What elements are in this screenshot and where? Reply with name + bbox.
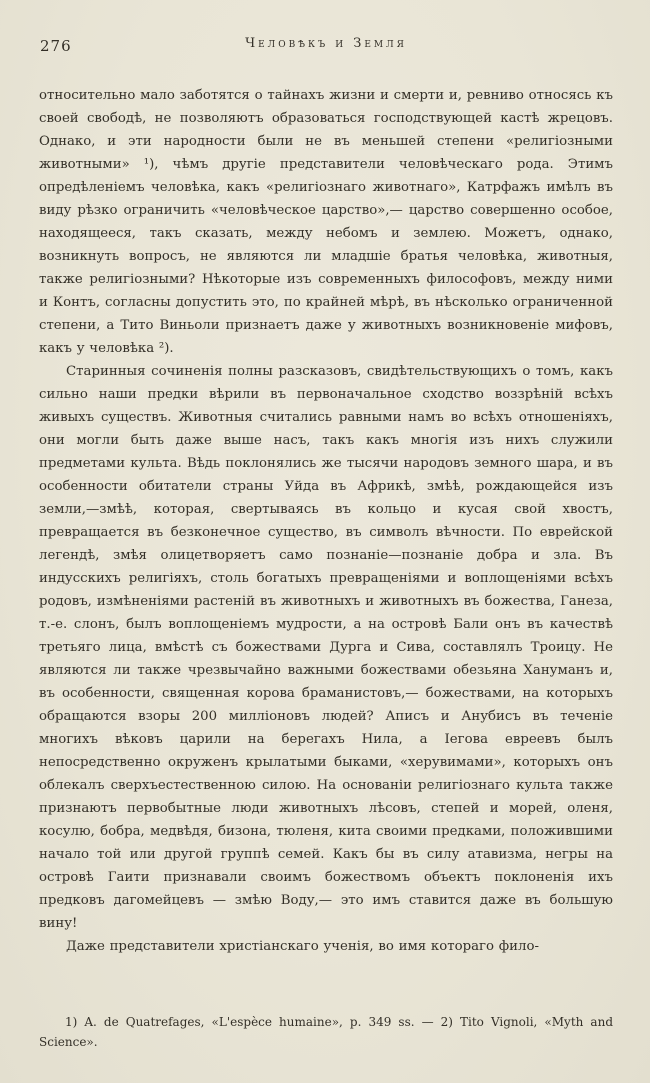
body-paragraph: относительно мало заботятся о тайнахъ жизни и смерти и, ревниво относясь къ своей свободѣ, не позволяютъ образоваться господствующей кастѣ жрецовъ. Однако, и эти народности были не въ меньшей степени «религіозными животными» ¹), чѣмъ другіе представители человѣческаго рода. Этимъ опредѣленіемъ человѣка, какъ «религіознаго животнаго», Катрфажъ имѣлъ въ виду рѣзко ограничить «человѣческое царство»,— царство совершенно особое, находящееся, такъ сказать, между небомъ и землею. Можетъ, однако, возникнуть вопросъ, не являются ли младшіе братья человѣка, животныя, также религіозными? Нѣкоторые изъ современныхъ философовъ, между ними и Контъ, согласны допустить это, по крайней мѣрѣ, въ нѣсколько ограниченной степени, а Тито Виньоли признаетъ даже у животныхъ возникновеніе мифовъ, какъ у человѣка ²). [39, 88, 613, 356]
page-header [39, 36, 613, 58]
running-title: Человѣкъ и Земля [245, 36, 407, 51]
footnote-text: 1) A. de Quatrefages, «L'espèce humaine», p. 349 ss. — 2) Tito Vignoli, «Myth and Science». [39, 1015, 613, 1049]
footnote-section [39, 1012, 613, 1052]
body-paragraph: Даже представители христіанскаго ученія, во имя котораго фило- [66, 939, 539, 954]
page-number: 276 [40, 37, 72, 55]
body-paragraph: Старинныя сочиненія полны разсказовъ, свидѣтельствующихъ о томъ, какъ сильно наши предки вѣрили въ первоначальное сходство воззрѣній всѣхъ живыхъ существъ. Животныя считались равными намъ во всѣхъ отношеніяхъ, они могли быть даже выше насъ, такъ какъ многія изъ нихъ служили предметами культа. Вѣдь поклонялись же тысячи народовъ земного шара, и въ особенности обитатели страны Уйда въ Африкѣ, змѣѣ, рождающейся изъ земли,—змѣѣ, которая, свертываясь въ кольцо и кусая свой хвостъ, превращается въ безконечное существо, въ символъ вѣчности. По еврейской легендѣ, змѣя олицетворяетъ само познаніе—познаніе добра и зла. Въ индусскихъ религіяхъ, столь богатыхъ превращеніями и воплощеніями всѣхъ родовъ, измѣненіями растеній въ животныхъ и животныхъ въ божества, Ганеза, т.-е. слонъ, былъ воплощеніемъ мудрости, а на островѣ Бали онъ въ качествѣ третьяго лица, вмѣстѣ съ божествами Дурга и Сива, составлялъ Троицу. Не являются ли также чрезвычайно важными божествами обезьяна Хануманъ и, въ особенности, священная корова браманистовъ,— божествами, на которыхъ обращаются взоры 200 милліоновъ людей? Аписъ и Анубисъ въ теченіе многихъ вѣковъ царили на берегахъ Нила, а Іегова евреевъ былъ непосредственно окруженъ крылатыми быками, «херувимами», которыхъ онъ облекалъ сверхъестественною силою. На основаніи религіознаго культа также признаютъ первобытные люди животныхъ лѣсовъ, степей и морей, оленя, косулю, бобра, медвѣдя, бизона, тюленя, кита своими предками, положившими начало той или другой группѣ семей. Какъ бы въ силу атавизма, негры на островѣ Гаити признавали своимъ божествомъ объектъ поклоненія ихъ предковъ дагомейцевъ — змѣю Воду,— это имъ ставится даже въ большую вину! [39, 364, 613, 931]
page-body [39, 84, 613, 986]
